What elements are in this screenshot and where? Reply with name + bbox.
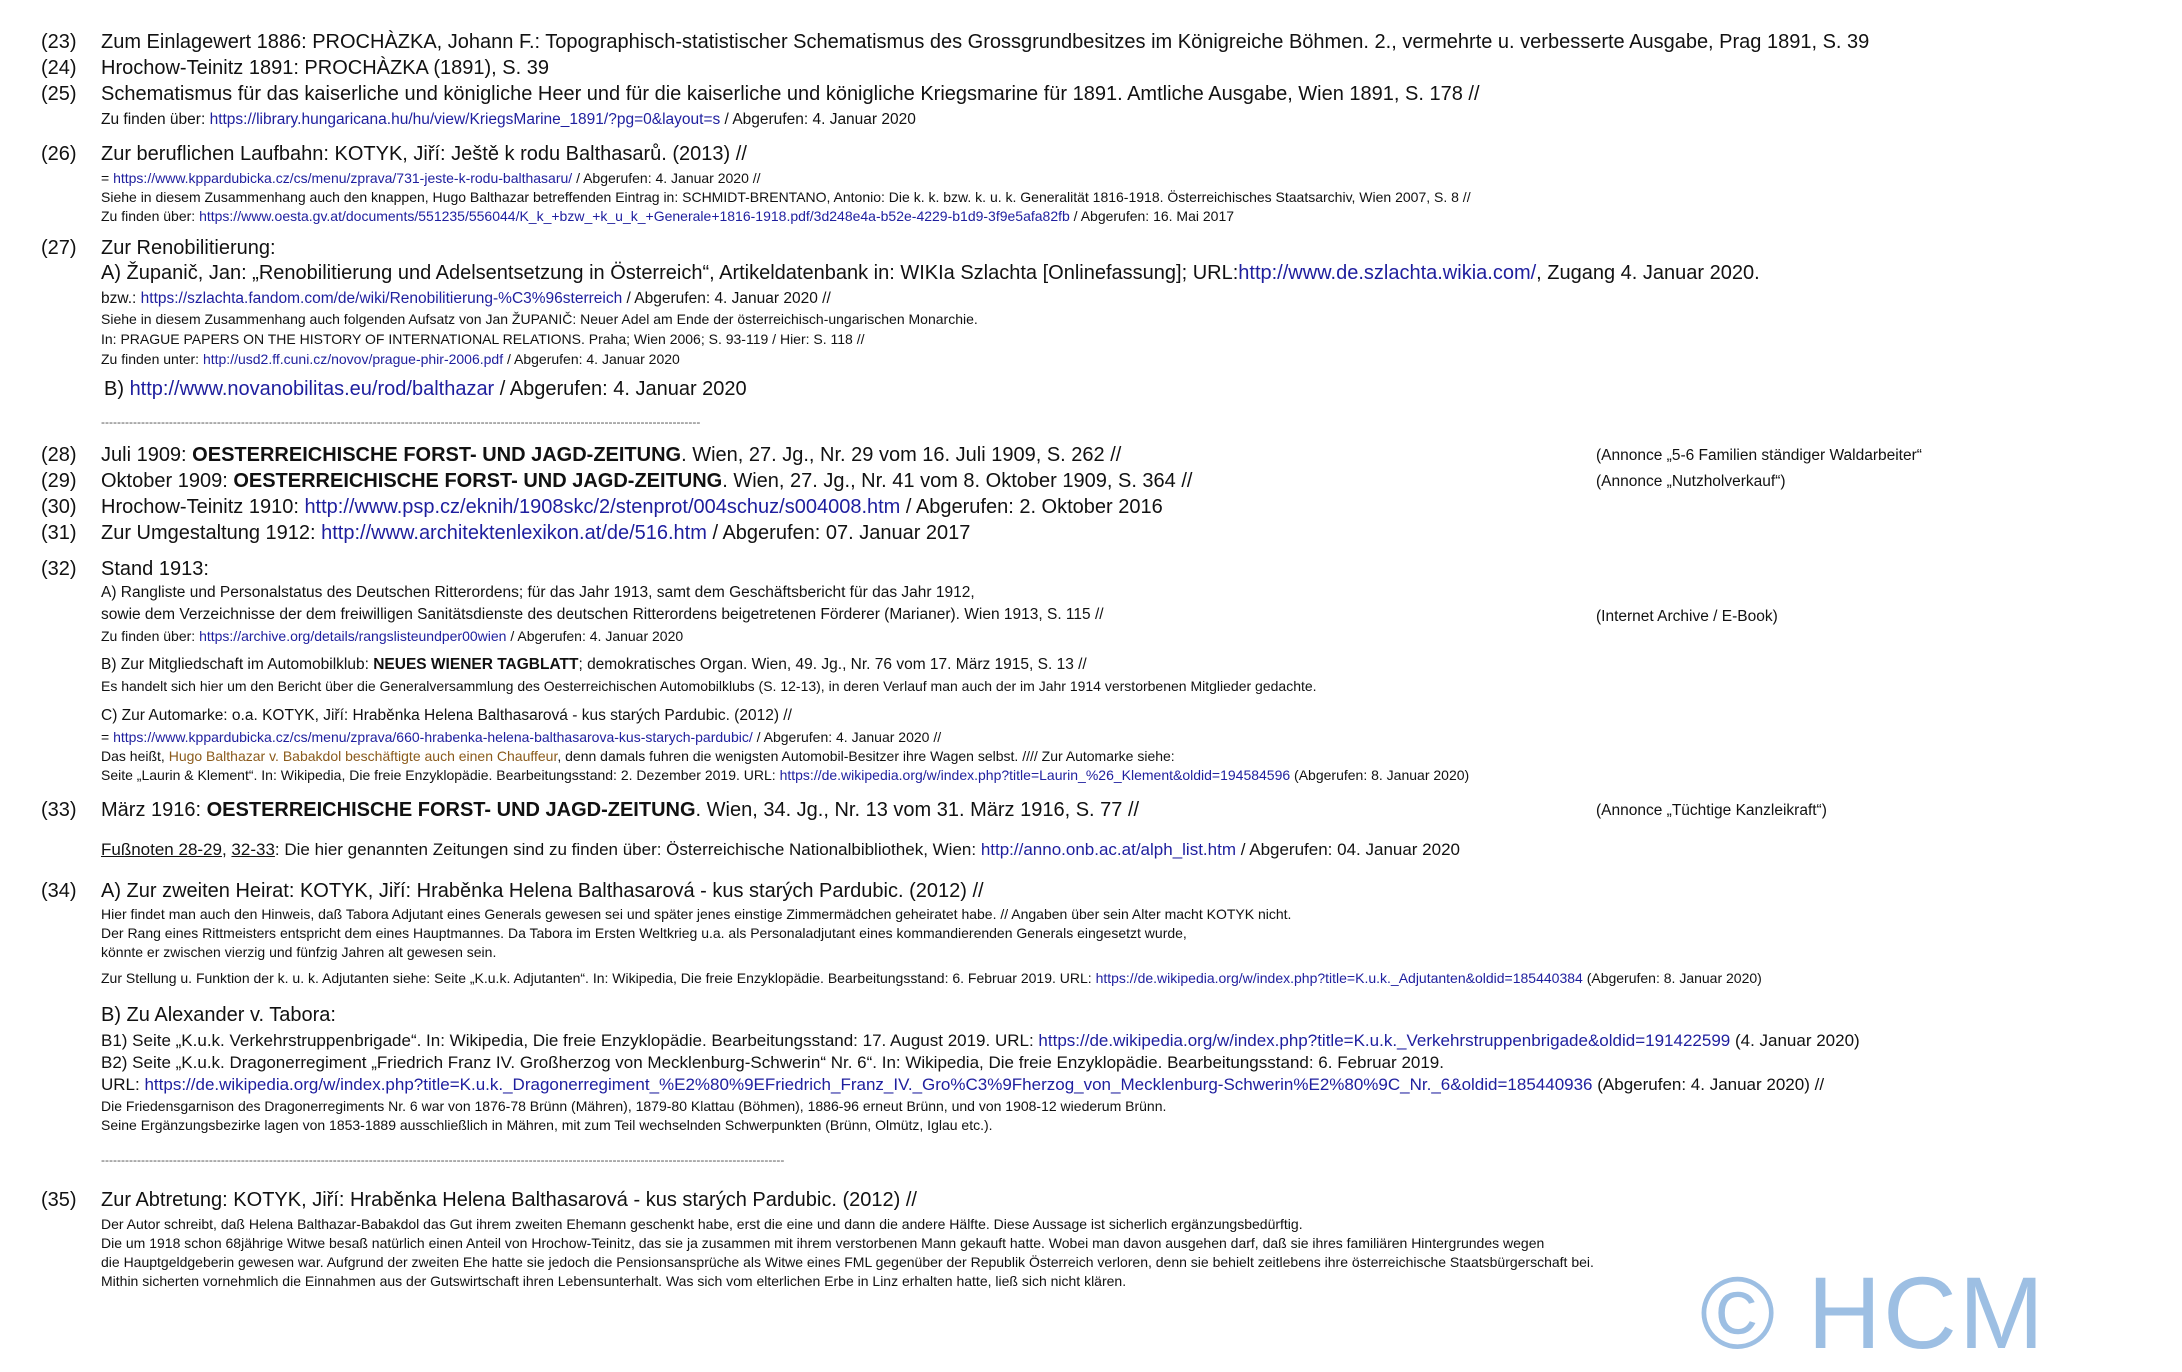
source-line	[101, 1031, 1860, 1051]
note-line: B2) Seite „K.u.k. Dragonerregiment „Friedrich Franz IV. Großherzog von Mecklenburg-Schwerin“ Nr. 6“. In: Wikipedia, Die freie Enzyklopädie. Bearbeitungsstand: 6. Februar 2019.	[101, 1053, 1444, 1072]
suffix: / Abgerufen: 4. Januar 2020	[494, 378, 747, 400]
footnote-number: (23)	[41, 31, 77, 53]
suffix: / Abgerufen: 4. Januar 2020 //	[622, 290, 831, 307]
suffix: (Abgerufen: 8. Januar 2020)	[1582, 970, 1762, 986]
footnote-text	[101, 444, 1121, 467]
footnote-text	[101, 522, 970, 545]
wikipedia-link[interactable]: https://de.wikipedia.org/w/index.php?title=K.u.k._Adjutanten&oldid=185440384	[1095, 970, 1583, 986]
source-line	[101, 1075, 1824, 1095]
footnote-text: Zur Renobilitierung:	[101, 237, 276, 259]
footnote-number: (31)	[41, 522, 77, 544]
oesta-link[interactable]: https://www.oesta.gv.at/documents/551235/556044/K_k_+bzw_+k_u_k_+Generale+1816-1918.pdf/3d248e4a-b52e-4229-b1d9-3f9e5afa82fb	[199, 208, 1070, 224]
note-line: könnte er zwischen vierzig und fünfzig Jahren alt gewesen sein.	[101, 944, 497, 960]
note-line: A) Rangliste und Personalstatus des Deutschen Ritterordens; für das Jahr 1913, samt dem Geschäftsbericht für das Jahr 1912,	[101, 584, 975, 601]
footnote-number: (24)	[41, 57, 77, 79]
highlighted-text: Hugo Balthazar v. Babakdol beschäftigte auch einen Chauffeur	[168, 748, 558, 764]
citation-a	[101, 262, 1760, 285]
note-line	[101, 748, 1175, 764]
footnote-text: Zum Einlagewert 1886: PROCHÀZKA, Johann F.: Topographisch-statistischer Schematismus des Grossgrundbesitzes im Königreiche Böhmen. 2., vermehrte u. verbesserte Ausgabe, Prag 1891, S. 39	[101, 31, 1870, 53]
newspaper-title: NEUES WIENER TAGBLATT	[373, 656, 579, 673]
archive-link[interactable]: https://archive.org/details/rangslisteundper00wien	[199, 628, 507, 644]
note-text: : Die hier genannten Zeitungen sind zu finden über: Österreichische Nationalbibliothek, Wien:	[274, 840, 981, 859]
note-line: Es handelt sich hier um den Bericht über die Generalversammlung des Oesterreichischen Automobilklubs (S. 12-13), in deren Verlauf man auch der im Jahr 1914 verstorbenen Mitglieder gedachte.	[101, 678, 1317, 694]
suffix: / Abgerufen: 04. Januar 2020	[1236, 840, 1461, 859]
newspaper-title: OESTERREICHISCHE FORST- UND JAGD-ZEITUNG	[192, 444, 682, 466]
suffix: / Abgerufen: 2. Oktober 2016	[900, 496, 1163, 518]
footnote-text: Hrochow-Teinitz 1891: PROCHÀZKA (1891), S. 39	[101, 57, 549, 79]
footnote-text: A) Zur zweiten Heirat: KOTYK, Jiří: Hraběnka Helena Balthasarová - kus starých Pardubic. (2012) //	[101, 880, 984, 902]
prefix: März 1916:	[101, 799, 207, 821]
note-line: In: PRAGUE PAPERS ON THE HISTORY OF INTERNATIONAL RELATIONS. Praha; Wien 2006; S. 93-119 / Hier: S. 118 //	[101, 331, 865, 347]
suffix: / Abgerufen: 4. Januar 2020 //	[572, 170, 761, 186]
prefix: B) Zur Mitgliedschaft im Automobilklub:	[101, 656, 374, 673]
prefix: Zu finden unter:	[101, 351, 203, 367]
suffix: . Wien, 34. Jg., Nr. 13 vom 31. März 1916, S. 77 //	[695, 799, 1140, 821]
footnote-number: (34)	[41, 880, 77, 902]
find-line	[101, 111, 916, 129]
prefix: Zur Stellung u. Funktion der k. u. k. Adjutanten siehe: Seite „K.u.k. Adjutanten“. In: Wikipedia, Die freie Enzyklopädie. Bearbeitungsstand: 6. Februar 2019. URL:	[101, 970, 1096, 986]
source-line	[101, 628, 683, 644]
suffix: / Abgerufen: 4. Januar 2020	[506, 628, 684, 644]
note-line	[101, 656, 1087, 674]
architektenlexikon-link[interactable]: http://www.architektenlexikon.at/de/516.htm	[321, 522, 707, 544]
side-note: (Annonce „Tüchtige Kanzleikraft“)	[1596, 802, 1827, 819]
note-line: Der Rang eines Rittmeisters entspricht dem eines Hauptmannes. Da Tabora im Ersten Weltkrieg u.a. als Personaladjutant eines kommandierenden Generals eingesetzt wurde,	[101, 925, 1187, 941]
anno-link[interactable]: http://anno.onb.ac.at/alph_list.htm	[980, 840, 1236, 859]
prefix: B)	[104, 378, 130, 400]
note-line: sowie dem Verzeichnisse der dem freiwilligen Sanitätsdienste des deutschen Ritterordens beigetretenen Förderer (Marianer). Wien 1913, S. 115 //	[101, 606, 1104, 623]
suffix: . Wien, 27. Jg., Nr. 41 vom 8. Oktober 1909, S. 364 //	[722, 470, 1193, 492]
note-line: Siehe in diesem Zusammenhang auch folgenden Aufsatz von Jan ŽUPANIČ: Neuer Adel am Ende der österreichisch-ungarischen Monarchie.	[101, 311, 978, 327]
note-line: Seine Ergänzungsbezirke lagen von 1853-1889 ausschließlich in Mähren, mit zum Teil wechselnden Schwerpunkten (Brünn, Olmütz, Iglau etc.).	[101, 1117, 993, 1133]
suffix: , denn damals fuhren die wenigsten Automobil-Besitzer ihre Wagen selbst. //// Zur Automarke siehe:	[557, 748, 1175, 764]
suffix: (Abgerufen: 4. Januar 2020) //	[1592, 1075, 1825, 1094]
prefix: Seite „Laurin & Klement“. In: Wikipedia, Die freie Enzyklopädie. Bearbeitungsstand: 2. Dezember 2019. URL:	[101, 767, 780, 783]
footnote-number: (32)	[41, 558, 77, 580]
footnote-text	[101, 496, 1163, 519]
note-line: Die um 1918 schon 68jährige Witwe besaß natürlich einen Anteil von Hrochow-Teinitz, das sie ja zusammen mit ihrem verstorbenen Mann gekauft hatte. Wobei man davon ausgehen darf, daß sie ihres familiären Hintergrundes wegen	[101, 1235, 1545, 1251]
footnotes-note	[101, 840, 1460, 860]
footnote-text: Zur beruflichen Laufbahn: KOTYK, Jiří: Ještě k rodu Balthasarů. (2013) //	[101, 143, 747, 165]
prefix: Das heißt,	[101, 748, 169, 764]
newspaper-title: OESTERREICHISCHE FORST- UND JAGD-ZEITUNG	[206, 799, 696, 821]
prefix: B1) Seite „K.u.k. Verkehrstruppenbrigade“. In: Wikipedia, Die freie Enzyklopädie. Bearbeitungsstand: 17. August 2019. URL:	[101, 1031, 1039, 1050]
side-note: (Annonce „5-6 Familien ständiger Waldarbeiter“	[1596, 447, 1922, 464]
footnote-number: (35)	[41, 1189, 77, 1211]
suffix: (Abgerufen: 8. Januar 2020)	[1290, 767, 1470, 783]
footnote-text: Schematismus für das kaiserliche und königliche Heer und für die kaiserliche und königliche Kriegsmarine für 1891. Amtliche Ausgabe, Wien 1891, S. 178 //	[101, 83, 1480, 105]
note-line: Siehe in diesem Zusammenhang auch den knappen, Hugo Balthazar betreffenden Eintrag in: SCHMIDT-BRENTANO, Antonio: Die k. k. bzw. k. u. k. Generalität 1816-1918. Österreichisches Staatsarchiv, Wien 2007, S. 8 //	[101, 189, 1471, 205]
footnote-number: (25)	[41, 83, 77, 105]
footnote-text: Zur Abtretung: KOTYK, Jiří: Hraběnka Helena Balthasarová - kus starých Pardubic. (2012) //	[101, 1189, 917, 1211]
footnote-number: (29)	[41, 470, 77, 492]
cuni-link[interactable]: http://usd2.ff.cuni.cz/novov/prague-phir-2006.pdf	[202, 351, 504, 367]
note-line: Die Friedensgarnison des Dragonerregiments Nr. 6 war von 1876-78 Brünn (Mähren), 1879-80 Klattau (Böhmen), 1886-96 erneut Brünn, und von 1908-12 wiederum Brünn.	[101, 1098, 1167, 1114]
suffix: , Zugang 4. Januar 2020.	[1536, 262, 1760, 284]
note-line: die Hauptgeldgeberin gewesen war. Aufgrund der zweiten Ehe hatte sie jedoch die Pensionsansprüche als Witwe eines FML gegenüber der Republik Österreich verloren, denn sie behielt zeitlebens ihre österreichische Staatsbürgerschaft bei.	[101, 1254, 1594, 1270]
psp-link[interactable]: http://www.psp.cz/eknih/1908skc/2/stenprot/004schuz/s004008.htm	[304, 496, 901, 518]
footnote-ref: Fußnoten 28-29	[101, 840, 222, 859]
prefix: Juli 1909:	[101, 444, 193, 466]
novanobilitas-link[interactable]: http://www.novanobilitas.eu/rod/balthazar	[129, 378, 495, 400]
citation-text: A) Županič, Jan: „Renobilitierung und Adelsentsetzung in Österreich“, Artikeldatenbank in: WIKIa Szlachta [Onlinefassung]; URL:	[101, 262, 1239, 284]
source-line	[101, 970, 1762, 986]
szlachta-link[interactable]: http://www.de.szlachta.wikia.com/	[1238, 262, 1537, 284]
prefix: =	[101, 729, 114, 745]
suffix: (4. Januar 2020)	[1730, 1031, 1860, 1050]
footnote-number: (30)	[41, 496, 77, 518]
kppardubicka-link[interactable]: https://www.kppardubicka.cz/cs/menu/zprava/660-hrabenka-helena-balthasarova-kus-starych-pardubic/	[113, 729, 753, 745]
note-line: Mithin sicherten vornehmlich die Einnahmen aus der Gutswirtschaft ihren Lebensunterhalt. Was sich vom elterlichen Erbe in Linz erhalten hatte, ließ sich nicht klären.	[101, 1273, 1127, 1289]
footnote-number: (26)	[41, 143, 77, 165]
source-line	[101, 208, 1234, 224]
wikipedia-link[interactable]: https://de.wikipedia.org/w/index.php?title=K.u.k._Verkehrstruppenbrigade&oldid=191422599	[1038, 1031, 1731, 1050]
copyright-watermark: © HCM	[1700, 1256, 2046, 1370]
prefix: Hrochow-Teinitz 1910:	[101, 496, 305, 518]
side-note: (Internet Archive / E-Book)	[1596, 608, 1778, 625]
divider: ---------------------------------------------------------------------------------------------------------------------------------------------------------------------------	[101, 1153, 785, 1167]
note-line: Der Autor schreibt, daß Helena Balthazar-Babakdol das Gut ihrem zweiten Ehemann geschenkt habe, erst die eine und dann die andere Hälfte. Diese Aussage ist sicherlich ergänzungsbedürftig.	[101, 1216, 1303, 1232]
prefix: Zu finden über:	[101, 208, 200, 224]
note-line: Hier findet man auch den Hinweis, daß Tabora Adjutant eines Generals gewesen sei und später jenes einstige Zimmermädchen geheiratet habe. // Angaben über sein Alter macht KOTYK nicht.	[101, 906, 1292, 922]
footnote-ref: 32-33	[231, 840, 275, 859]
find-prefix: Zu finden über:	[101, 111, 210, 128]
wikipedia-link[interactable]: https://de.wikipedia.org/w/index.php?title=Laurin_%26_Klement&oldid=194584596	[779, 767, 1291, 783]
source-line	[101, 767, 1469, 783]
footnote-text	[101, 799, 1139, 822]
divider: ------------------------------------------------------------------------------------------------------------------------------------------------------	[101, 415, 701, 429]
fandom-link[interactable]: https://szlachta.fandom.com/de/wiki/Renobilitierung-%C3%96sterreich	[140, 290, 623, 307]
suffix: . Wien, 27. Jg., Nr. 29 vom 16. Juli 1909, S. 262 //	[681, 444, 1122, 466]
suffix: / Abgerufen: 07. Januar 2017	[706, 522, 971, 544]
side-note: (Annonce „Nutzholverkauf“)	[1596, 473, 1786, 490]
footnote-number: (27)	[41, 237, 77, 259]
find-suffix: / Abgerufen: 4. Januar 2020	[720, 111, 916, 128]
footnote-number: (33)	[41, 799, 77, 821]
prefix: URL:	[101, 1075, 145, 1094]
newspaper-title: OESTERREICHISCHE FORST- UND JAGD-ZEITUNG	[233, 470, 723, 492]
kppardubicka-link[interactable]: https://www.kppardubicka.cz/cs/menu/zprava/731-jeste-k-rodu-balthasaru/	[113, 170, 573, 186]
footnote-text	[101, 470, 1192, 493]
prefix: bzw.:	[101, 290, 141, 307]
suffix: / Abgerufen: 16. Mai 2017	[1069, 208, 1235, 224]
suffix: / Abgerufen: 4. Januar 2020	[503, 351, 680, 367]
subheading: B) Zu Alexander v. Tabora:	[101, 1004, 336, 1026]
source-line	[101, 729, 941, 745]
footnote-number: (28)	[41, 444, 77, 466]
hungaricana-link[interactable]: https://library.hungaricana.hu/hu/view/KriegsMarine_1891/?pg=0&layout=s	[209, 111, 721, 128]
prefix: =	[101, 170, 114, 186]
citation-b	[104, 378, 747, 401]
footnote-text: Stand 1913:	[101, 558, 209, 580]
suffix: ; demokratisches Organ. Wien, 49. Jg., Nr. 76 vom 17. März 1915, S. 13 //	[578, 656, 1087, 673]
separator: ,	[221, 840, 232, 859]
wikipedia-link[interactable]: https://de.wikipedia.org/w/index.php?title=K.u.k._Dragonerregiment_%E2%80%9EFriedrich_Franz_IV._Gro%C3%9Fherzog_von_Mecklenburg-Schwerin%E2%80%9C_Nr._6&oldid=185440936	[144, 1075, 1593, 1094]
suffix: / Abgerufen: 4. Januar 2020 //	[752, 729, 942, 745]
prefix: Zu finden über:	[101, 628, 200, 644]
note-line: C) Zur Automarke: o.a. KOTYK, Jiří: Hraběnka Helena Balthasarová - kus starých Pardubic. (2012) //	[101, 707, 792, 724]
bzw-line	[101, 290, 831, 308]
source-line	[101, 351, 680, 367]
prefix: Oktober 1909:	[101, 470, 234, 492]
source-line	[101, 170, 761, 186]
prefix: Zur Umgestaltung 1912:	[101, 522, 322, 544]
